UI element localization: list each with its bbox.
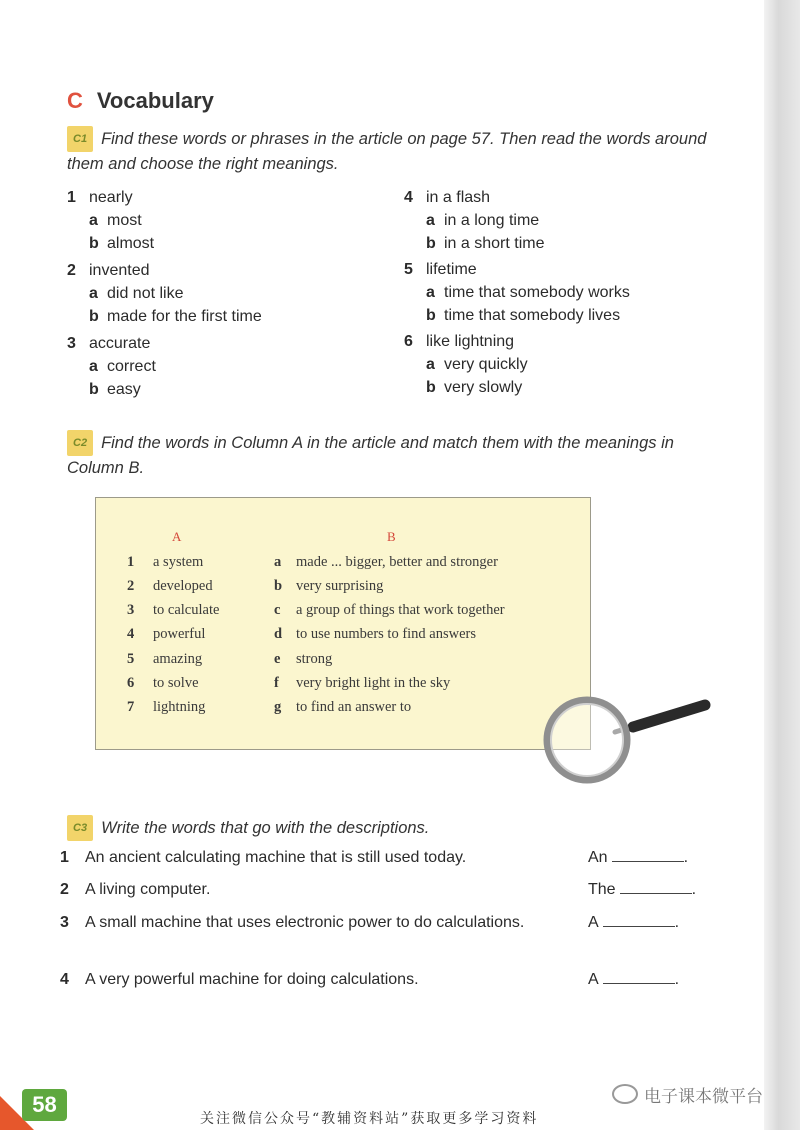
- match-row: [96, 554, 590, 578]
- row-meaning[interactable]: very surprising: [296, 578, 384, 594]
- option-a[interactable]: [404, 281, 630, 304]
- row-letter: c: [274, 602, 281, 618]
- answer-prefix: A: [588, 914, 599, 931]
- c2-instruction-text: Find the words in Column A in the article and match them with the meanings in Column B.: [67, 434, 674, 477]
- row-word[interactable]: amazing: [153, 651, 203, 667]
- answer-blank[interactable]: [603, 911, 675, 927]
- c1-instruction-text: Find these words or phrases in the article on page 57. Then read the words around them and choose the right meanings.: [67, 130, 707, 173]
- answer-field[interactable]: [588, 846, 688, 870]
- c1-instruction: [67, 126, 717, 176]
- match-row: [96, 602, 590, 626]
- c3-instruction-text: Write the words that go with the descriptions.: [101, 819, 430, 837]
- item-number: 5: [404, 261, 413, 278]
- c1-item: [67, 332, 156, 401]
- answer-end: .: [674, 971, 680, 988]
- option-letter: a: [426, 356, 435, 373]
- row-letter: d: [274, 626, 283, 642]
- match-row: [96, 626, 590, 650]
- answer-field[interactable]: [588, 968, 679, 992]
- match-row: [96, 675, 590, 699]
- option-a[interactable]: [404, 209, 544, 232]
- option-text: very quickly: [444, 356, 528, 373]
- option-letter: b: [89, 235, 99, 252]
- answer-end: .: [674, 914, 680, 931]
- option-text: time that somebody lives: [444, 307, 621, 324]
- option-text: did not like: [107, 285, 184, 302]
- option-text: most: [107, 212, 142, 229]
- row-letter: e: [274, 651, 281, 667]
- item-word: invented: [89, 262, 150, 279]
- c1-item: [67, 186, 154, 255]
- answer-prefix: The: [588, 881, 616, 898]
- item-word: accurate: [89, 335, 151, 352]
- c1-badge: C1: [67, 126, 93, 152]
- item-word: lifetime: [426, 261, 477, 278]
- row-meaning[interactable]: to find an answer to: [296, 699, 412, 715]
- column-a-heading: A: [172, 529, 182, 544]
- answer-blank[interactable]: [612, 846, 684, 862]
- section-letter: C: [67, 88, 83, 113]
- row-word[interactable]: a system: [153, 554, 204, 570]
- option-text: easy: [107, 381, 141, 398]
- option-letter: b: [89, 308, 99, 325]
- option-b[interactable]: [404, 304, 630, 327]
- row-number: 7: [127, 699, 135, 715]
- c1-item: [404, 186, 544, 255]
- watermark-text: 电子课本微平台: [644, 1087, 763, 1106]
- c1-item: [404, 258, 630, 327]
- option-a[interactable]: [404, 353, 528, 376]
- option-text: almost: [107, 235, 155, 252]
- item-word: like lightning: [426, 333, 515, 350]
- option-b[interactable]: [67, 232, 154, 255]
- option-b[interactable]: [67, 305, 262, 328]
- option-a[interactable]: [67, 282, 262, 305]
- c3-badge: C3: [67, 815, 93, 841]
- item-number: 4: [60, 971, 69, 988]
- row-letter: g: [274, 699, 282, 715]
- item-number: 2: [60, 881, 69, 898]
- option-text: correct: [107, 358, 156, 375]
- item-text: A very powerful machine for doing calculations.: [85, 971, 419, 988]
- match-row: [96, 578, 590, 602]
- option-b[interactable]: [67, 378, 156, 401]
- item-number: 1: [60, 849, 69, 866]
- answer-end: .: [691, 881, 697, 898]
- row-number: 2: [127, 578, 135, 594]
- c3-item: [60, 878, 700, 902]
- item-number: 2: [67, 262, 76, 279]
- option-a[interactable]: [67, 355, 156, 378]
- row-letter: b: [274, 578, 283, 594]
- option-letter: a: [89, 285, 98, 302]
- row-number: 1: [127, 554, 135, 570]
- match-row: [96, 651, 590, 675]
- option-letter: a: [426, 212, 435, 229]
- row-number: 4: [127, 626, 135, 642]
- option-letter: b: [89, 381, 99, 398]
- watermark: [612, 1082, 763, 1107]
- option-letter: a: [426, 284, 435, 301]
- row-word[interactable]: to calculate: [153, 602, 220, 618]
- item-word: nearly: [89, 189, 133, 206]
- option-text: in a short time: [444, 235, 545, 252]
- match-row: [96, 699, 590, 723]
- footer-promo-text: 关注微信公众号“教辅资料站”获取更多学习资料: [200, 1111, 539, 1127]
- item-number: 6: [404, 333, 413, 350]
- answer-field[interactable]: [588, 911, 679, 935]
- c1-item: [67, 259, 262, 328]
- row-number: 3: [127, 602, 135, 618]
- answer-blank[interactable]: [603, 968, 675, 984]
- option-letter: b: [426, 379, 436, 396]
- column-b-heading: B: [387, 529, 396, 544]
- item-number: 1: [67, 189, 76, 206]
- item-number: 3: [67, 335, 76, 352]
- row-meaning[interactable]: strong: [296, 651, 333, 667]
- row-number: 6: [127, 675, 135, 691]
- wechat-icon: [612, 1084, 638, 1104]
- row-number: 5: [127, 651, 135, 667]
- item-number: 4: [404, 189, 413, 206]
- option-text: time that somebody works: [444, 284, 630, 301]
- c3-item: [60, 968, 700, 992]
- row-meaning[interactable]: made ... bigger, better and stronger: [296, 554, 498, 570]
- c1-item: [404, 330, 528, 399]
- row-meaning[interactable]: to use numbers to find answers: [296, 626, 477, 642]
- c2-badge: C2: [67, 430, 93, 456]
- option-letter: b: [426, 307, 436, 324]
- answer-end: .: [683, 849, 689, 866]
- option-text: made for the first time: [107, 308, 262, 325]
- option-text: in a long time: [444, 212, 540, 229]
- row-word[interactable]: developed: [153, 578, 213, 594]
- item-text: An ancient calculating machine that is still used today.: [85, 849, 467, 866]
- row-letter: f: [274, 675, 279, 691]
- section-title: Vocabulary: [96, 88, 214, 113]
- option-b[interactable]: [404, 232, 544, 255]
- row-word[interactable]: powerful: [153, 626, 206, 642]
- matching-table: [95, 497, 591, 750]
- item-text: A living computer.: [85, 881, 211, 898]
- item-word: in a flash: [426, 189, 491, 206]
- option-letter: a: [89, 358, 98, 375]
- c3-instruction: [67, 815, 717, 841]
- option-b[interactable]: [404, 376, 528, 399]
- answer-field[interactable]: [588, 878, 696, 902]
- item-number: 3: [60, 914, 69, 931]
- c3-item: [60, 911, 700, 935]
- page-gutter: [764, 0, 800, 1130]
- option-a[interactable]: [67, 209, 154, 232]
- answer-prefix: An: [588, 849, 608, 866]
- c3-item: [60, 846, 700, 870]
- magnifying-glass-icon: [535, 690, 720, 790]
- item-text: A small machine that uses electronic power to do calculations.: [85, 914, 525, 931]
- answer-blank[interactable]: [620, 878, 692, 894]
- answer-prefix: A: [588, 971, 599, 988]
- row-letter: a: [274, 554, 282, 570]
- row-word[interactable]: lightning: [153, 699, 206, 715]
- section-heading: [67, 88, 214, 114]
- option-letter: a: [89, 212, 98, 229]
- option-text: very slowly: [444, 379, 523, 396]
- row-meaning[interactable]: a group of things that work together: [296, 602, 505, 618]
- row-meaning[interactable]: very bright light in the sky: [296, 675, 451, 691]
- option-letter: b: [426, 235, 436, 252]
- row-word[interactable]: to solve: [153, 675, 199, 691]
- c2-instruction: [67, 430, 717, 480]
- page-number: 58: [22, 1089, 67, 1121]
